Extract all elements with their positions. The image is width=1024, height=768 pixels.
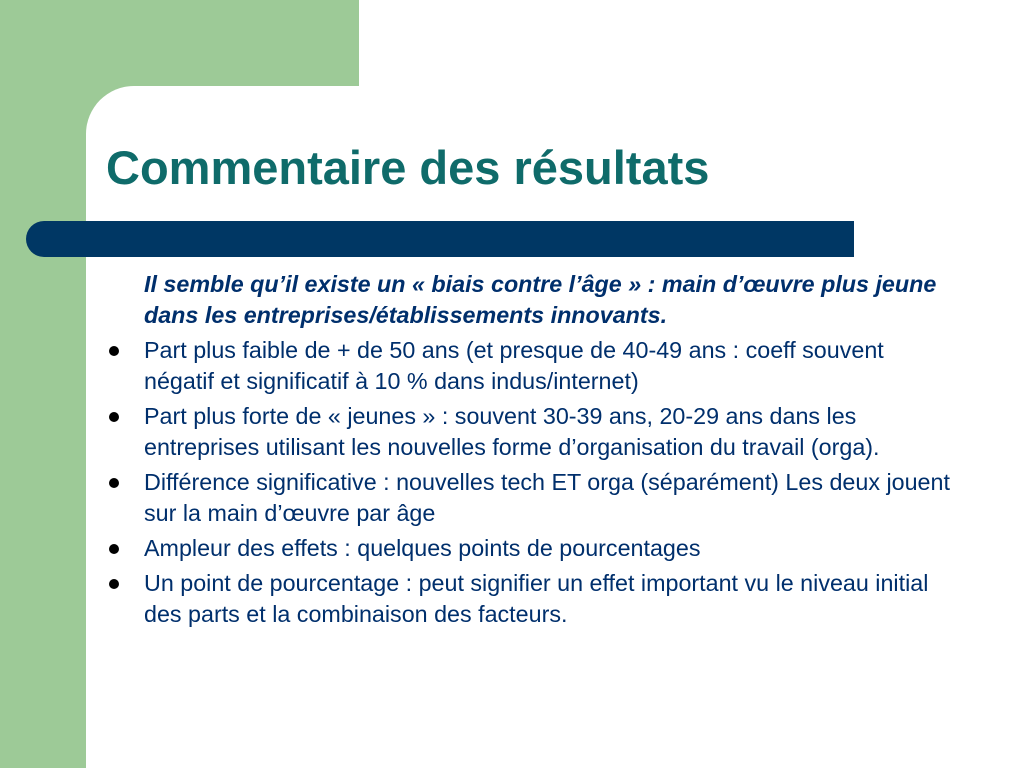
bullet-text: Part plus faible de + de 50 ans (et presque de 40-49 ans : coeff souvent négatif et significatif à 10 % dans indus/internet)	[144, 337, 884, 394]
bullet-item	[106, 533, 951, 564]
bullet-item	[106, 335, 951, 397]
bullet-dot-icon	[109, 544, 119, 554]
bullet-dot-icon	[109, 346, 119, 356]
bullet-text: Différence significative : nouvelles tech ET orga (séparément) Les deux jouent sur la main d’œuvre par âge	[144, 469, 950, 526]
intro-text: Il semble qu’il existe un « biais contre l’âge » : main d’œuvre plus jeune dans les entreprises/établissements innovants.	[144, 271, 937, 328]
slide-content	[106, 269, 951, 634]
bullet-dot-icon	[109, 412, 119, 422]
bullet-item	[106, 568, 951, 630]
bullet-list	[106, 335, 951, 630]
bullet-text: Un point de pourcentage : peut signifier un effet important vu le niveau initial des parts et la combinaison des facteurs.	[144, 570, 929, 627]
slide-title: Commentaire des résultats	[106, 141, 710, 194]
bullet-dot-icon	[109, 478, 119, 488]
bullet-dot-icon	[109, 579, 119, 589]
bullet-item	[106, 401, 951, 463]
title-underline-bar	[26, 221, 854, 257]
bullet-text: Ampleur des effets : quelques points de pourcentages	[144, 535, 701, 561]
bullet-item	[106, 467, 951, 529]
bullet-text: Part plus forte de « jeunes » : souvent 30-39 ans, 20-29 ans dans les entreprises utilisant les nouvelles forme d’organisation du travail (orga).	[144, 403, 880, 460]
